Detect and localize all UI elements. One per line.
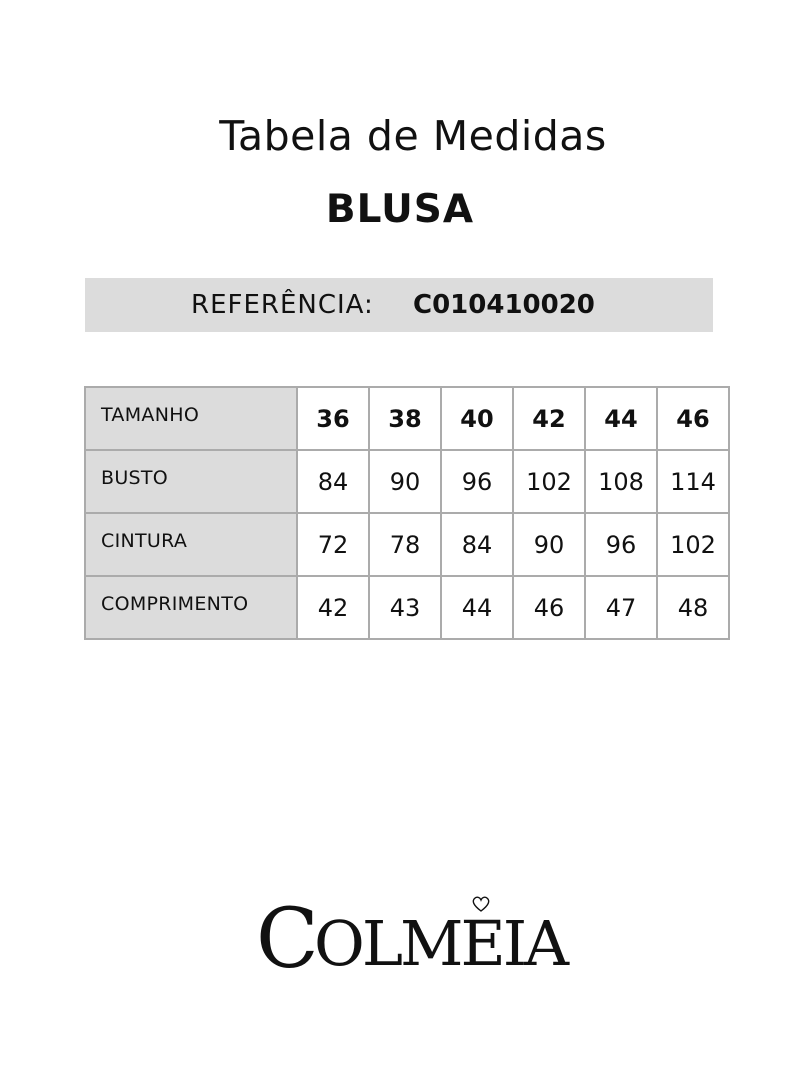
measure-cell: 42 [297,576,369,639]
measure-cell: 108 [585,450,657,513]
reference-label: REFERÊNCIA: [191,290,374,320]
table-row-tamanho [85,387,729,450]
row-label: CINTURA [85,513,297,576]
table-row-cintura [85,513,729,576]
measure-cell: 43 [369,576,441,639]
measure-cell: 72 [297,513,369,576]
measure-cell: 96 [585,513,657,576]
heart-icon [471,895,491,913]
measure-cell: 96 [441,450,513,513]
table-row-comprimento [85,576,729,639]
size-header-cell: 46 [657,387,729,450]
row-label: COMPRIMENTO [85,576,297,639]
measure-cell: 102 [513,450,585,513]
size-header-cell: 36 [297,387,369,450]
size-header-cell: 38 [369,387,441,450]
measure-cell: 102 [657,513,729,576]
logo-initial: C [256,892,319,987]
size-header-cell: 44 [585,387,657,450]
size-header-cell: 42 [513,387,585,450]
size-header-cell: 40 [441,387,513,450]
measure-cell: 90 [513,513,585,576]
reference-bar [85,278,713,332]
reference-code: C010410020 [413,290,595,320]
measure-cell: 48 [657,576,729,639]
measure-cell: 47 [585,576,657,639]
page-title: Tabela de Medidas [219,112,607,160]
table-row-busto [85,450,729,513]
measure-cell: 114 [657,450,729,513]
row-label: BUSTO [85,450,297,513]
measure-cell: 46 [513,576,585,639]
row-label: TAMANHO [85,387,297,450]
logo-rest: OLMEIA [314,907,567,980]
measure-cell: 84 [441,513,513,576]
brand-logo [256,892,567,987]
measure-cell: 84 [297,450,369,513]
measure-cell: 44 [441,576,513,639]
measure-cell: 90 [369,450,441,513]
measure-cell: 78 [369,513,441,576]
size-table [84,386,730,640]
product-type-heading: BLUSA [325,187,475,232]
